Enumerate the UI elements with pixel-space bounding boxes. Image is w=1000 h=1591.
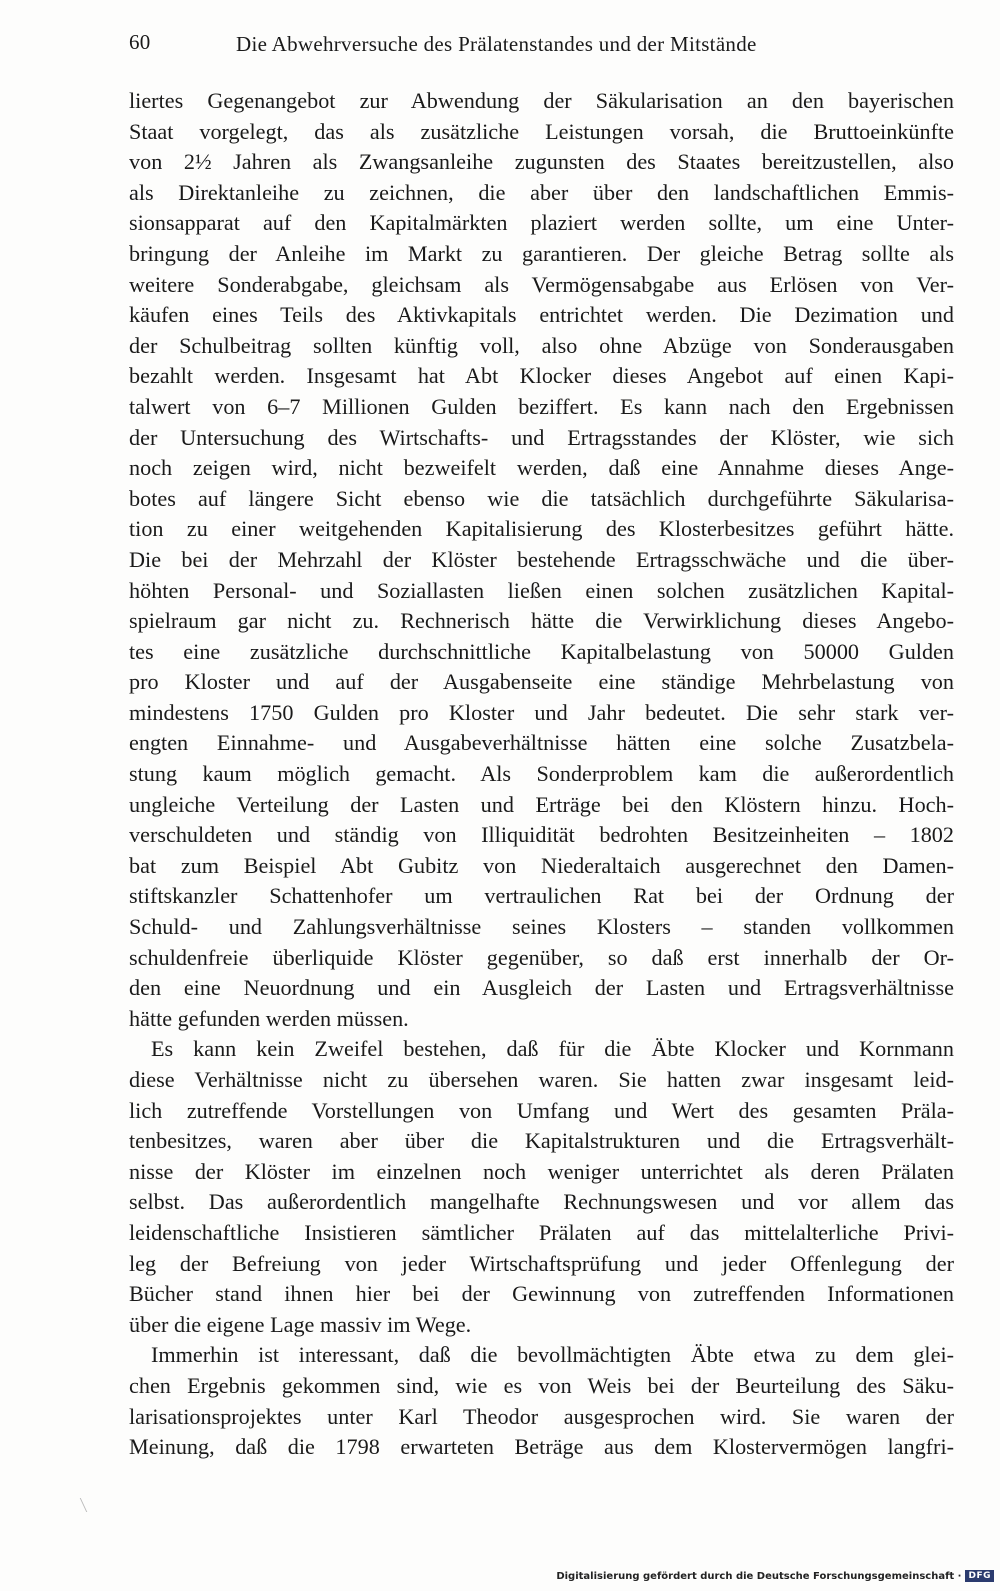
text-line: larisationsprojektes unter Karl Theodor ausgesprochen wird. Sie waren der (129, 1403, 954, 1429)
text-line: als Direktanleihe zu zeichnen, die aber über den landschaftlichen Emmis- (129, 179, 954, 205)
text-line: bat zum Beispiel Abt Gubitz von Niederaltaich ausgerechnet den Damen- (129, 852, 954, 878)
page-number: 60 (129, 30, 151, 54)
text-line: der Untersuchung des Wirtschafts- und Ertragsstandes der Klöster, wie sich (129, 424, 954, 450)
text-line: mindestens 1750 Gulden pro Kloster und Jahr bedeutet. Die sehr stark ver- (129, 699, 954, 725)
text-line: spielraum gar nicht zu. Rechnerisch hätte die Verwirklichung dieses Angebo- (129, 608, 954, 634)
text-line: den eine Neuordnung und ein Ausgleich der Lasten und Ertragsverhältnisse (129, 975, 954, 1001)
text-line: tenbesitzes, waren aber über die Kapitalstrukturen und die Ertragsverhält- (129, 1128, 954, 1154)
paragraph (129, 1340, 954, 1462)
text-line: käufen eines Teils des Aktivkapitals entrichtet werden. Die Dezimation und (129, 302, 954, 328)
page-header (0, 24, 1000, 64)
text-line: Schuld- und Zahlungsverhältnisse seines Klosters – standen vollkommen (129, 914, 954, 940)
text-line: der Schulbeitrag sollten künftig voll, also ohne Abzüge von Sonderausgaben (129, 332, 954, 358)
text-line: stiftskanzler Schattenhofer um vertraulichen Rat bei der Ordnung der (129, 883, 954, 909)
text-line: tion zu einer weitgehenden Kapitalisierung des Klosterbesitzes geführt hätte. (129, 516, 954, 542)
text-line: botes auf längere Sicht ebenso wie die tatsächlich durchgeführte Säkularisa- (129, 485, 954, 511)
text-line: sionsapparat auf den Kapitalmärkten plaziert werden sollte, um eine Unter- (129, 210, 954, 236)
text-line: talwert von 6–7 Millionen Gulden beziffert. Es kann nach den Ergebnissen (129, 393, 954, 419)
text-line: schuldenfreie überliquide Klöster gegenüber, so daß erst innerhalb der Or- (129, 944, 954, 970)
text-line: diese Verhältnisse nicht zu übersehen waren. Sie hatten zwar insgesamt leid- (129, 1067, 954, 1092)
paragraph (129, 1034, 954, 1340)
text-line: leg der Befreiung von jeder Wirtschaftsprüfung und jeder Offenlegung der (129, 1250, 954, 1276)
text-line: Staat vorgelegt, das als zusätzliche Leistungen vorsah, die Bruttoeinkünfte (129, 118, 954, 144)
text-line: hätte gefunden werden müssen. (129, 1005, 409, 1031)
text-line: chen Ergebnis gekommen sind, wie es von Weis bei der Beurteilung des Säku- (129, 1372, 954, 1398)
running-title: Die Abwehrversuche des Prälatenstandes und der Mitstände (236, 32, 757, 56)
text-line: engten Einnahme- und Ausgabeverhältnisse hätten eine solche Zusatzbela- (129, 730, 954, 756)
digitization-footer (556, 1567, 994, 1585)
text-line: noch zeigen wird, nicht bezweifelt werden, daß eine Annahme dieses Ange- (129, 455, 954, 481)
text-line: höhten Personal- und Soziallasten ließen einen solchen zusätzlichen Kapital- (129, 577, 954, 603)
text-line: über die eigene Lage massiv im Wege. (129, 1311, 472, 1337)
text-line: selbst. Das außerordentlich mangelhafte Rechnungswesen und vor allem das (129, 1189, 954, 1215)
text-line: liertes Gegenangebot zur Abwendung der Säkularisation an den bayerischen (129, 88, 954, 113)
text-line: ungleiche Verteilung der Lasten und Erträge bei den Klöstern hinzu. Hoch- (129, 791, 954, 817)
text-line: Die bei der Mehrzahl der Klöster bestehende Ertragsschwäche und die über- (129, 546, 954, 572)
text-line: weitere Sonderabgabe, gleichsam als Vermögensabgabe aus Erlösen von Ver- (129, 271, 954, 297)
body-text (129, 86, 954, 1463)
text-line: leidenschaftliche Insistieren sämtlicher Prälaten auf das mittelalterliche Privi- (129, 1219, 954, 1245)
text-line: tes eine zusätzliche durchschnittliche Kapitalbelastung von 50000 Gulden (129, 638, 954, 664)
text-line: stung kaum möglich gemacht. Als Sonderproblem kam die außerordentlich (129, 761, 954, 787)
text-line: Bücher stand ihnen hier bei der Gewinnung von zutreffenden Informationen (129, 1281, 954, 1307)
text-line: Immerhin ist interessant, daß die bevollmächtigten Äbte etwa zu dem glei- (151, 1342, 954, 1368)
text-line: bringung der Anleihe im Markt zu garantieren. Der gleiche Betrag sollte als (129, 240, 954, 266)
text-line: lich zutreffende Vorstellungen von Umfang und Wert des gesamten Präla- (129, 1097, 954, 1123)
text-line: verschuldeten und ständig von Illiquidität bedrohten Besitzeinheiten – 1802 (129, 822, 954, 848)
dfg-logo: DFG (965, 1570, 994, 1582)
text-line: Meinung, daß die 1798 erwarteten Beträge aus dem Klostervermögen langfri- (129, 1434, 954, 1460)
scan-edge-mark (80, 1498, 94, 1512)
paragraph (129, 86, 954, 1034)
text-line: Es kann kein Zweifel bestehen, daß für die Äbte Klocker und Kornmann (151, 1036, 954, 1062)
text-line: pro Kloster und auf der Ausgabenseite eine ständige Mehrbelastung von (129, 669, 954, 695)
text-line: bezahlt werden. Insgesamt hat Abt Klocker dieses Angebot auf einen Kapi- (129, 363, 954, 389)
text-line: nisse der Klöster im einzelnen noch weniger unterrichtet als deren Prälaten (129, 1158, 954, 1184)
footer-credit: Digitalisierung gefördert durch die Deutsche Forschungsgemeinschaft · (556, 1570, 962, 1582)
text-line: von 2½ Jahren als Zwangsanleihe zugunsten des Staates bereitzustellen, also (129, 149, 954, 175)
